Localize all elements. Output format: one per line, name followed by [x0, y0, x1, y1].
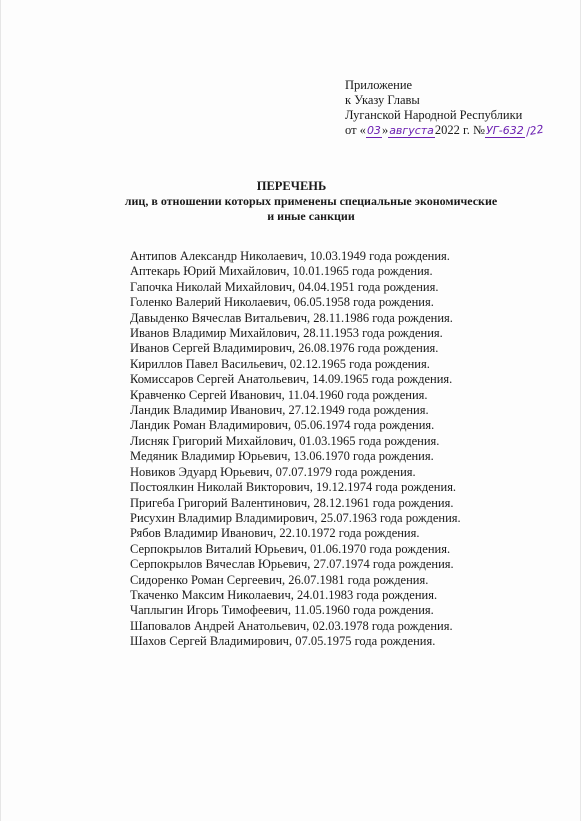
list-item: Сидоренко Роман Сергеевич, 26.07.1981 года рождения. — [130, 572, 429, 587]
list-item: Иванов Сергей Владимирович, 26.08.1976 года рождения. — [130, 341, 439, 356]
document-title: ПЕРЕЧЕНЬ — [256, 179, 327, 193]
list-item: Гапочка Николай Михайлович, 04.04.1951 года рождения. — [130, 279, 439, 294]
list-item: Рисухин Владимир Владимирович, 25.07.1963 года рождения. — [130, 510, 461, 525]
list-item: Кириллов Павел Васильевич, 02.12.1965 года рождения. — [130, 356, 430, 371]
handwritten-number: УГ-632 — [485, 124, 524, 137]
list-item: Ткаченко Максим Николаевич, 24.01.1983 года рождения. — [130, 587, 438, 602]
annex-date-line — [345, 123, 543, 138]
list-item: Лисняк Григорий Михайлович, 01.03.1965 года рождения. — [130, 433, 440, 448]
list-item: Антипов Александр Николаевич, 10.03.1949 года рождения. — [130, 249, 450, 263]
list-item: Рябов Владимир Иванович, 22.10.1972 года рождения. — [130, 526, 420, 541]
list-item: Медяник Владимир Юрьевич, 13.06.1970 года рождения. — [130, 449, 434, 464]
handwritten-month: августа — [389, 124, 434, 137]
annex-line-2: к Указу Главы — [345, 93, 420, 107]
date-year: 2022 г. № — [434, 123, 485, 137]
list-item: Шахов Сергей Владимирович, 07.05.1975 года рождения. — [130, 634, 436, 649]
document-subtitle — [101, 194, 521, 224]
subtitle-line-1: лиц, в отношении которых применены специальные экономические — [124, 194, 498, 208]
list-item: Шаповалов Андрей Анатольевич, 02.03.1978 года рождения. — [130, 618, 453, 633]
list-item: Иванов Владимир Михайлович, 28.11.1953 года рождения. — [130, 326, 443, 341]
list-item: Аптекарь Юрий Михайлович, 10.01.1965 года рождения. — [130, 264, 433, 279]
list-item: Ландик Владимир Иванович, 27.12.1949 года рождения. — [130, 403, 429, 418]
list-item: Чаплыгин Игорь Тимофеевич, 11.05.1960 года рождения. — [130, 603, 434, 618]
annex-line-3: Луганской Народной Республики — [345, 108, 523, 122]
list-item: Ландик Роман Владимирович, 05.06.1974 года рождения. — [130, 418, 435, 433]
annex-line-1: Приложение — [345, 78, 413, 92]
list-item: Постоялкин Николай Викторович, 19.12.1974 года рождения. — [130, 480, 457, 495]
annex-block — [345, 78, 543, 138]
list-item: Серпокрылов Виталий Юрьевич, 01.06.1970 года рождения. — [130, 541, 451, 556]
list-item: Комиссаров Сергей Анатольевич, 14.09.1965 года рождения. — [130, 372, 453, 387]
list-item: Новиков Эдуард Юрьевич, 07.07.1979 года рождения. — [130, 464, 416, 479]
list-item: Кравченко Сергей Иванович, 11.04.1960 года рождения. — [130, 387, 428, 402]
list-item: Давыденко Вячеслав Витальевич, 28.11.1986 года рождения. — [130, 310, 453, 325]
list-item: Пригеба Григорий Валентинович, 28.12.1961 года рождения. — [130, 495, 454, 510]
handwritten-suffix: /22 — [524, 122, 545, 139]
handwritten-day: 03 — [366, 124, 381, 137]
subtitle-line-2: и иные санкции — [267, 209, 355, 223]
persons-list — [130, 249, 461, 650]
list-item: Серпокрылов Вячеслав Юрьевич, 27.07.1974 года рождения. — [130, 557, 454, 572]
date-mid: » — [381, 123, 389, 137]
date-prefix: от « — [345, 123, 366, 137]
list-item: Голенко Валерий Николаевич, 06.05.1958 года рождения. — [130, 295, 434, 310]
